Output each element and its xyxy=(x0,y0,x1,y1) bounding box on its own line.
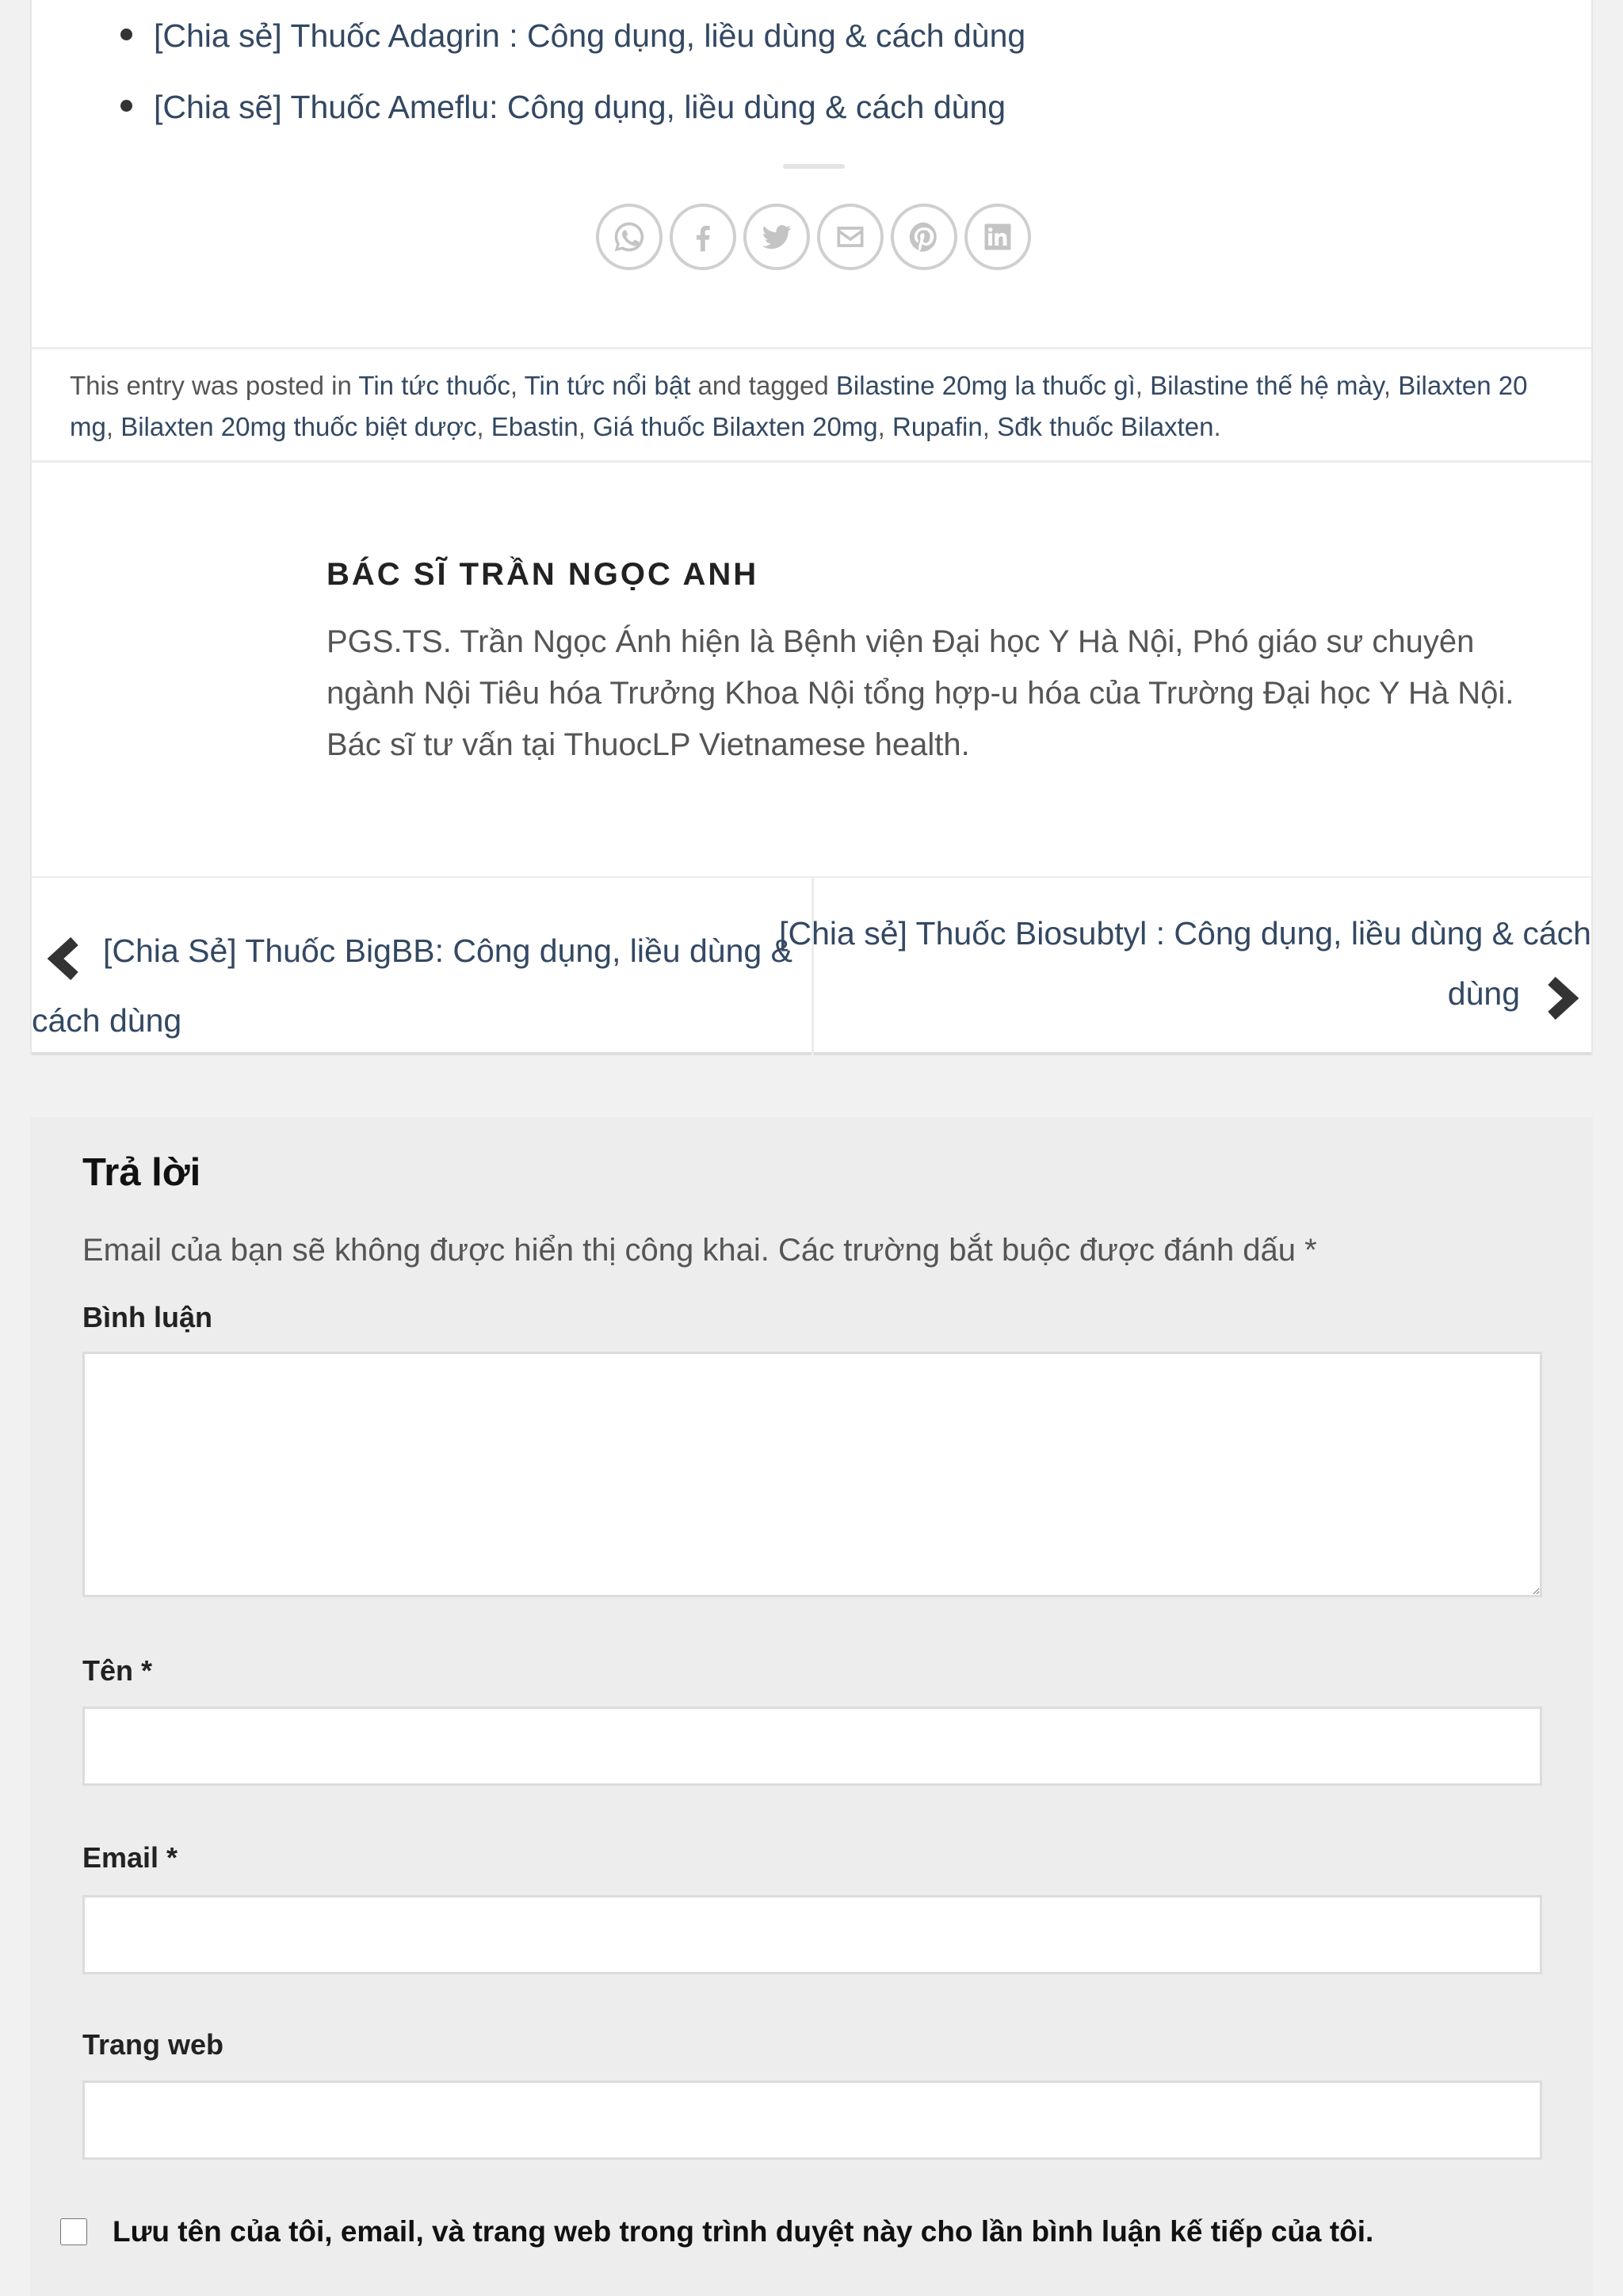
meta-separator: , xyxy=(510,371,525,400)
website-input[interactable] xyxy=(82,2081,1542,2160)
tag-separator: , xyxy=(1383,371,1399,400)
whatsapp-icon xyxy=(612,219,647,254)
tag-separator: , xyxy=(982,412,998,441)
list-item[interactable] xyxy=(87,0,1025,71)
website-label: Trang web xyxy=(82,2028,224,2061)
next-post-title-line1: [Chia sẻ] Thuốc Biosubtyl : Công dụng, liều dùng & cách xyxy=(779,915,1591,952)
tag-link[interactable]: Giá thuốc Bilaxten 20mg xyxy=(593,412,878,441)
tag-link[interactable]: Bilastine thế hệ mày xyxy=(1150,371,1384,400)
pinterest-icon xyxy=(907,219,941,254)
email-share-button[interactable] xyxy=(817,204,884,270)
save-info-label[interactable]: Lưu tên của tôi, email, và trang web trong trình duyệt này cho lần bình luận kế tiếp của tôi. xyxy=(113,2215,1374,2248)
tag-separator: , xyxy=(877,412,892,441)
name-label: Tên * xyxy=(82,1654,153,1687)
save-info-checkbox[interactable] xyxy=(60,2218,87,2245)
email-icon xyxy=(833,219,868,254)
facebook-icon xyxy=(685,219,720,254)
list-item[interactable] xyxy=(87,71,1025,143)
tag-link[interactable]: Bilaxten 20mg thuốc biệt dược xyxy=(120,412,477,441)
linkedin-share-button[interactable] xyxy=(964,204,1031,270)
tag-link[interactable]: Rupafin xyxy=(892,412,983,441)
facebook-share-button[interactable] xyxy=(670,204,736,270)
email-label: Email * xyxy=(82,1841,178,1874)
bullet-icon xyxy=(120,100,132,112)
category-link[interactable]: Tin tức thuốc xyxy=(358,371,510,400)
article-card xyxy=(30,0,1593,1055)
chevron-right-icon xyxy=(1544,976,1579,1039)
comment-label: Bình luận xyxy=(82,1301,212,1333)
linkedin-icon xyxy=(980,219,1015,254)
comment-textarea[interactable] xyxy=(82,1352,1542,1597)
twitter-share-button[interactable] xyxy=(743,204,810,270)
tag-separator: , xyxy=(1135,371,1151,400)
reply-title: Trả lời xyxy=(82,1151,201,1194)
tag-link[interactable]: Bilaxten 20 mg xyxy=(70,371,1528,441)
share-divider xyxy=(783,164,845,169)
tag-separator: , xyxy=(105,412,121,441)
related-post-link[interactable]: [Chia sẽ] Thuốc Ameflu: Công dụng, liều dùng & cách dùng xyxy=(154,89,1006,125)
previous-post-title-line2: cách dùng xyxy=(32,1002,182,1039)
post-navigation xyxy=(32,876,1591,1055)
comment-notes: Email của bạn sẽ không được hiển thị công khai. Các trường bắt buộc được đánh dấu * xyxy=(82,1233,1317,1268)
related-posts-list xyxy=(87,0,1025,143)
comment-form xyxy=(30,1117,1593,2296)
pinterest-share-button[interactable] xyxy=(891,204,957,270)
whatsapp-share-button[interactable] xyxy=(596,204,663,270)
next-post-title-line2: dùng xyxy=(1447,975,1520,1012)
bullet-icon xyxy=(120,29,132,40)
twitter-icon xyxy=(759,219,794,254)
tag-separator: , xyxy=(476,412,491,441)
email-input[interactable] xyxy=(82,1895,1542,1974)
author-name: BÁC SĨ TRẦN NGỌC ANH xyxy=(327,557,759,592)
tag-separator: , xyxy=(578,412,594,441)
name-input[interactable] xyxy=(82,1707,1542,1786)
entry-meta xyxy=(32,347,1591,463)
meta-prefix: This entry was posted in xyxy=(70,371,359,400)
tag-link[interactable]: Ebastin xyxy=(491,412,579,441)
share-buttons xyxy=(596,204,1031,270)
meta-tagged-text: and tagged xyxy=(690,371,836,400)
tag-link[interactable]: Sđk thuốc Bilaxten xyxy=(997,412,1214,441)
category-link[interactable]: Tin tức nổi bật xyxy=(524,371,691,400)
author-bio: PGS.TS. Trần Ngọc Ánh hiện là Bệnh viện Đại học Y Hà Nội, Phó giáo sư chuyên ngành Nội Tiêu hóa Trưởng Khoa Nội tổng hợp-u hóa của Trường Đại học Y Hà Nội. Bác sĩ tư vấn tại ThuocLP Vietnamese health. xyxy=(327,624,1514,762)
meta-end: . xyxy=(1213,412,1221,441)
related-post-link[interactable]: [Chia sẻ] Thuốc Adagrin : Công dụng, liều dùng & cách dùng xyxy=(154,17,1026,54)
previous-post-title-line1: [Chia Sẻ] Thuốc BigBB: Công dụng, liều dùng & xyxy=(103,933,792,969)
tag-link[interactable]: Bilastine 20mg la thuốc gì xyxy=(835,371,1136,400)
